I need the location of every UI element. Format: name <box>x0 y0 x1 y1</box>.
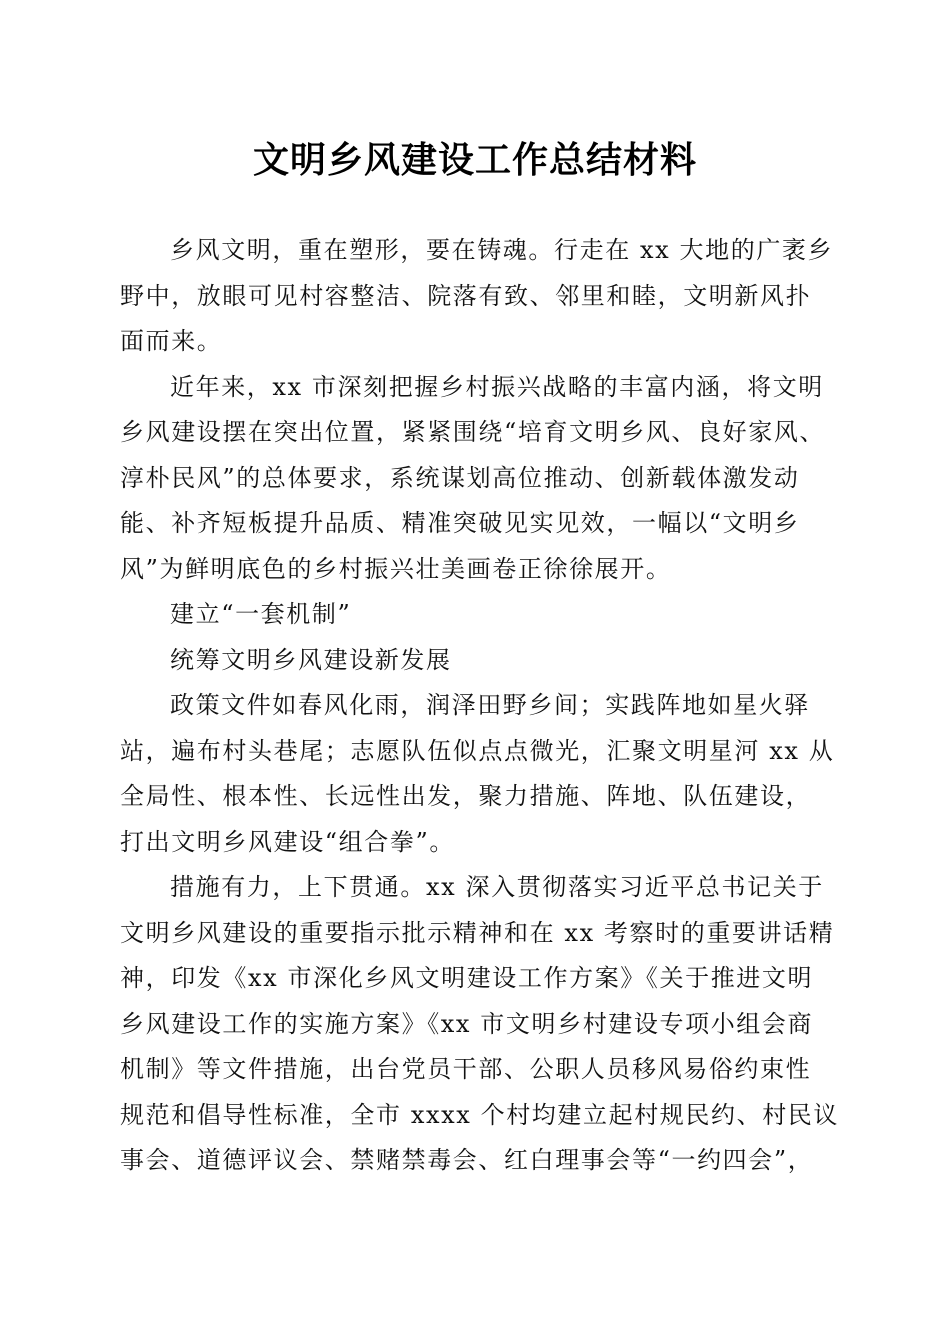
text-line: 措施有力，上下贯通。xx 深入贯彻落实习近平总书记关于 <box>170 873 824 901</box>
section-subheading: 统筹文明乡风建设新发展 <box>170 645 452 674</box>
text-line: 打出文明乡风建设“组合拳”。 <box>120 827 455 856</box>
document-title: 文明乡风建设工作总结材料 <box>252 139 697 181</box>
text-line: 野中，放眼可见村容整洁、院落有致、邻里和睦，文明新风扑 <box>120 281 812 310</box>
text-line: 全局性、根本性、长远性出发，聚力措施、阵地、队伍建设， <box>120 782 812 810</box>
text-line: 文明乡风建设的重要指示批示精神和在 xx 考察时的重要讲话精 <box>120 918 835 947</box>
text-line: 乡风建设工作的实施方案》《xx 市文明乡村建设专项小组会商 <box>120 1009 814 1038</box>
text-line: 政策文件如春风化雨，润泽田野乡间；实践阵地如星火驿 <box>170 691 810 719</box>
text-line: 风”为鲜明底色的乡村振兴壮美画卷正徐徐展开。 <box>120 554 672 583</box>
text-line: 机制》等文件措施，出台党员干部、公职人员移风易俗约束性 <box>120 1055 812 1083</box>
section-heading: 建立“一套机制” <box>170 600 352 628</box>
text-line: 面而来。 <box>120 327 223 355</box>
document-body <box>120 228 839 1184</box>
text-line: 近年来，xx 市深刻把握乡村振兴战略的丰富内涵，将文明 <box>170 372 824 401</box>
text-line: 神，印发《xx 市深化乡风文明建设工作方案》《关于推进文明 <box>120 964 814 992</box>
text-line: 能、补齐短板提升品质、精准突破见实见效，一幅以“文明乡 <box>120 509 800 537</box>
text-line: 乡风文明，重在塑形，要在铸魂。行走在 xx 大地的广袤乡 <box>170 236 834 264</box>
text-line: 事会、道德评议会、禁赌禁毒会、红白理事会等“一约四会”， <box>120 1146 814 1174</box>
text-line: 淳朴民风”的总体要求，系统谋划高位推动、创新载体激发动 <box>120 463 800 492</box>
text-line: 乡风建设摆在突出位置，紧紧围绕“培育文明乡风、良好家风、 <box>120 418 826 446</box>
text-line: 站，遍布村头巷尾；志愿队伍似点点微光，汇聚文明星河 xx 从 <box>120 736 835 765</box>
text-line: 规范和倡导性标准，全市 xxxx 个村均建立起村规民约、村民议 <box>120 1100 839 1129</box>
